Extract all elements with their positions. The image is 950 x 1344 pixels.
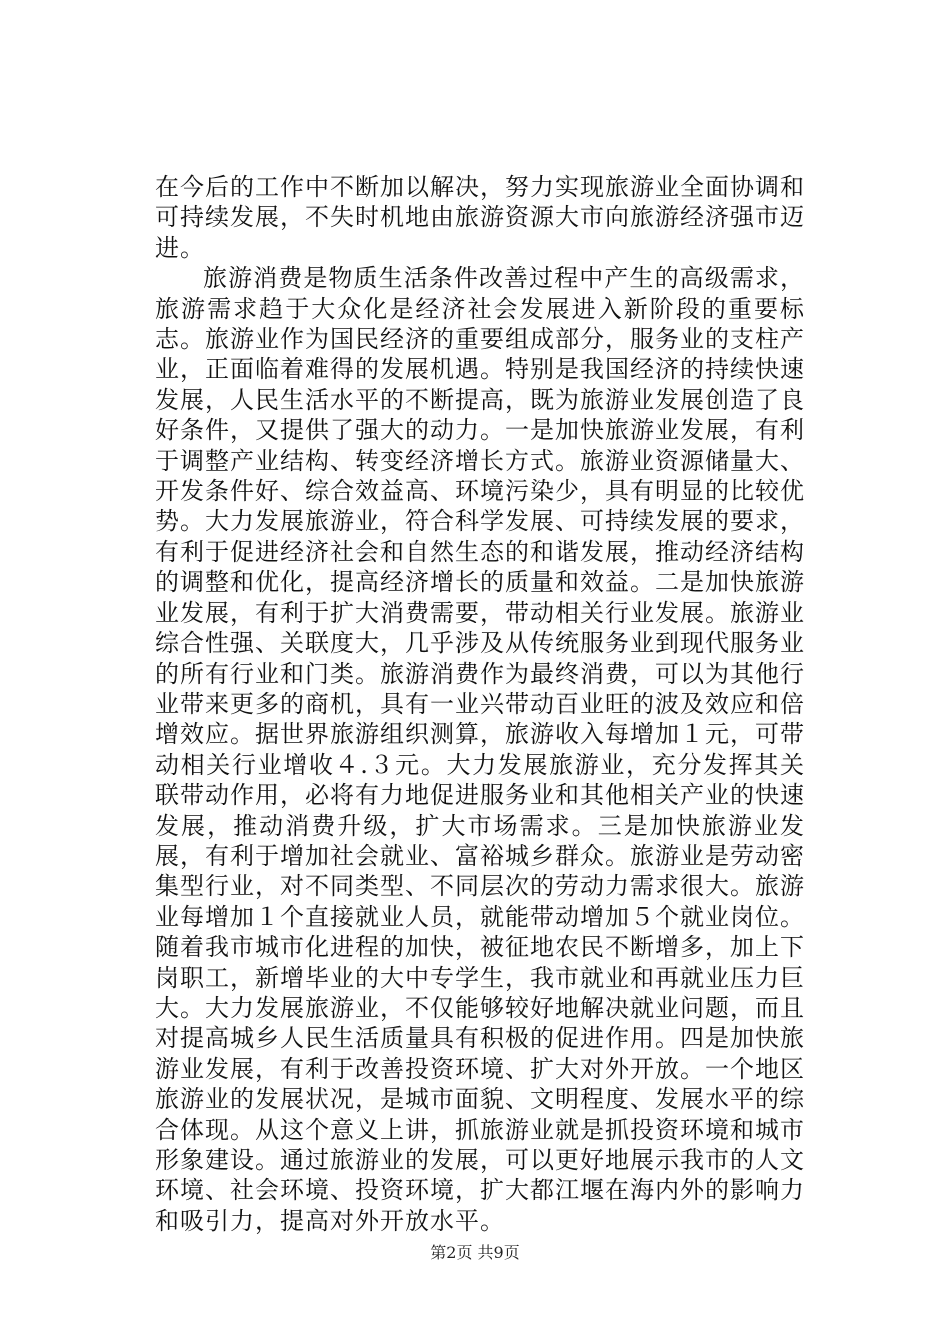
body-text <box>155 172 805 1236</box>
paragraph-continuation: 在今后的工作中不断加以解决，努力实现旅游业全面协调和可持续发展，不失时机地由旅游资源大市向旅游经济强市迈进。 <box>155 173 805 262</box>
page-footer: 第2页 共9页 <box>430 1243 520 1262</box>
paragraph-tourism-consumption: 旅游消费是物质生活条件改善过程中产生的高级需求，旅游需求趋于大众化是经济社会发展进入新阶段的重要标志。旅游业作为国民经济的重要组成部分，服务业的支柱产业，正面临着难得的发展机遇。特别是我国经济的持续快速发展，人民生活水平的不断提高，既为旅游业发展创造了良好条件，又提供了强大的动力。一是加快旅游业发展，有利于调整产业结构、转变经济增长方式。旅游业资源储量大、开发条件好、综合效益高、环境污染少，具有明显的比较优势。大力发展旅游业，符合科学发展、可持续发展的要求，有利于促进经济社会和自然生态的和谐发展，推动经济结构的调整和优化，提高经济增长的质量和效益。二是加快旅游业发展，有利于扩大消费需要，带动相关行业发展。旅游业综合性强、关联度大，几乎涉及从传统服务业到现代服务业的所有行业和门类。旅游消费作为最终消费，可以为其他行业带来更多的商机，具有一业兴带动百业旺的波及效应和倍增效应。据世界旅游组织测算，旅游收入每增加１元，可带动相关行业增收４.３元。大力发展旅游业，充分发挥其关联带动作用，必将有力地促进服务业和其他相关产业的快速发展，推动消费升级，扩大市场需求。三是加快旅游业发展，有利于增加社会就业、富裕城乡群众。旅游业是劳动密集型行业，对不同类型、不同层次的劳动力需求很大。旅游业每增加１个直接就业人员，就能带动增加５个就业岗位。随着我市城市化进程的加快，被征地农民不断增多，加上下岗职工，新增毕业的大中专学生，我市就业和再就业压力巨大。大力发展旅游业，不仅能够较好地解决就业问题，而且对提高城乡人民生活质量具有积极的促进作用。四是加快旅游业发展，有利于改善投资环境、扩大对外开放。一个地区旅游业的发展状况，是城市面貌、文明程度、发展水平的综合体现。从这个意义上讲，抓旅游业就是抓投资环境和城市形象建设。通过旅游业的发展，可以更好地展示我市的人文环境、社会环境、投资环境，扩大都江堰在海内外的影响力和吸引力，提高对外开放水平。 <box>155 264 805 1235</box>
